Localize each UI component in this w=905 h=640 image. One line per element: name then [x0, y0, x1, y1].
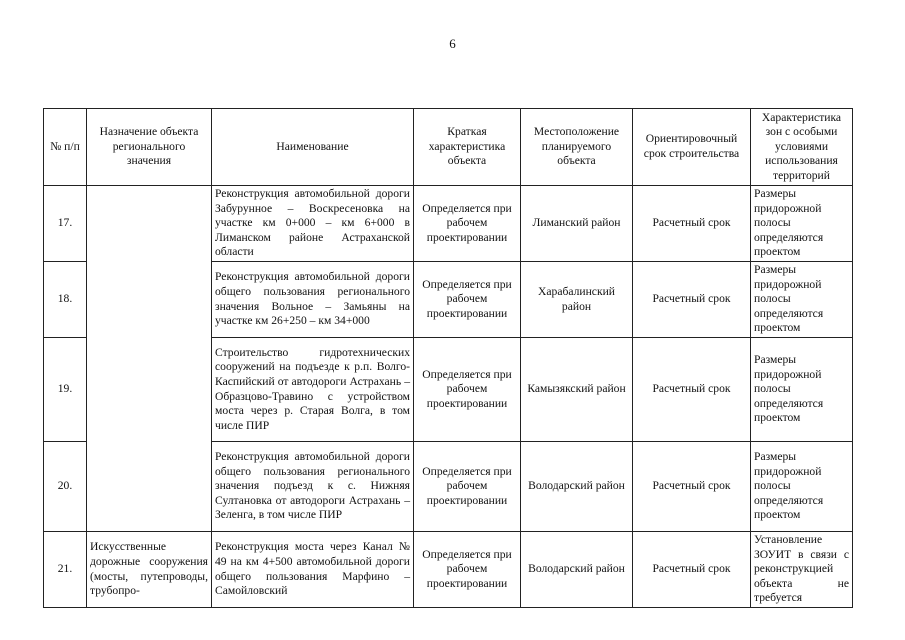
- row-characteristic: Определяется при рабочем проектировании: [414, 262, 521, 338]
- row-term: Расчетный срок: [633, 338, 751, 442]
- row-location: Володарский район: [521, 442, 633, 532]
- header-purpose: Назначение объекта регионального значения: [87, 109, 212, 186]
- row-num: 19.: [44, 338, 87, 442]
- row-location: Володарский район: [521, 532, 633, 608]
- row-name: Реконструкция автомобильной дороги Забурунное – Воскресеновка на участке км 0+000 – км 6+000 в Лиманском районе Астраханской области: [212, 186, 414, 262]
- row-name: Реконструкция моста через Канал № 49 на км 4+500 автомобильной дороги общего пользования Марфино – Самойловский: [212, 532, 414, 608]
- row-zones: Размеры придорожной полосы определяются проектом: [751, 442, 853, 532]
- row-characteristic: Определяется при рабочем проектировании: [414, 338, 521, 442]
- row-num: 21.: [44, 532, 87, 608]
- header-term: Ориентировочный срок строительства: [633, 109, 751, 186]
- row-name: Строительство гидротехнических сооружений на подъезде к р.п. Волго-Каспийский от автодороги Астрахань – Образцово-Травино с устройством моста через р. Старая Волга, в том числе ПИР: [212, 338, 414, 442]
- row-term: Расчетный срок: [633, 532, 751, 608]
- row-zones: Установление ЗОУИТ в связи с реконструкцией объекта не требуется: [751, 532, 853, 608]
- header-location: Местоположение планируемого объекта: [521, 109, 633, 186]
- row-location: Харабалинский район: [521, 262, 633, 338]
- header-zones: Характеристика зон с особыми условиями использования территорий: [751, 109, 853, 186]
- row-purpose-merged: [87, 186, 212, 532]
- row-zones: Размеры придорожной полосы определяются проектом: [751, 186, 853, 262]
- row-location: Камызякский район: [521, 338, 633, 442]
- row-name: Реконструкция автомобильной дороги общего пользования регионального значения Вольное – Замьяны на участке км 26+250 – км 34+000: [212, 262, 414, 338]
- regional-objects-table: [43, 108, 853, 608]
- row-name: Реконструкция автомобильной дороги общего пользования регионального значения подъезд к с. Нижняя Султановка от автодороги Астрахань – Зеленга, в том числе ПИР: [212, 442, 414, 532]
- table-row: [44, 186, 853, 262]
- row-characteristic: Определяется при рабочем проектировании: [414, 532, 521, 608]
- row-num: 17.: [44, 186, 87, 262]
- row-purpose: Искусственные дорожные сооружения (мосты, путепроводы, трубопро-: [87, 532, 212, 608]
- row-characteristic: Определяется при рабочем проектировании: [414, 442, 521, 532]
- row-num: 18.: [44, 262, 87, 338]
- table-row: [44, 532, 853, 608]
- page-number: 6: [449, 36, 456, 51]
- header-characteristic: Краткая характеристика объекта: [414, 109, 521, 186]
- header-num: № п/п: [44, 109, 87, 186]
- row-term: Расчетный срок: [633, 262, 751, 338]
- row-characteristic: Определяется при рабочем проектировании: [414, 186, 521, 262]
- table-header-row: [44, 109, 853, 186]
- header-name: Наименование: [212, 109, 414, 186]
- row-zones: Размеры придорожной полосы определяются проектом: [751, 338, 853, 442]
- row-term: Расчетный срок: [633, 442, 751, 532]
- row-term: Расчетный срок: [633, 186, 751, 262]
- row-zones: Размеры придорожной полосы определяются проектом: [751, 262, 853, 338]
- row-num: 20.: [44, 442, 87, 532]
- row-location: Лиманский район: [521, 186, 633, 262]
